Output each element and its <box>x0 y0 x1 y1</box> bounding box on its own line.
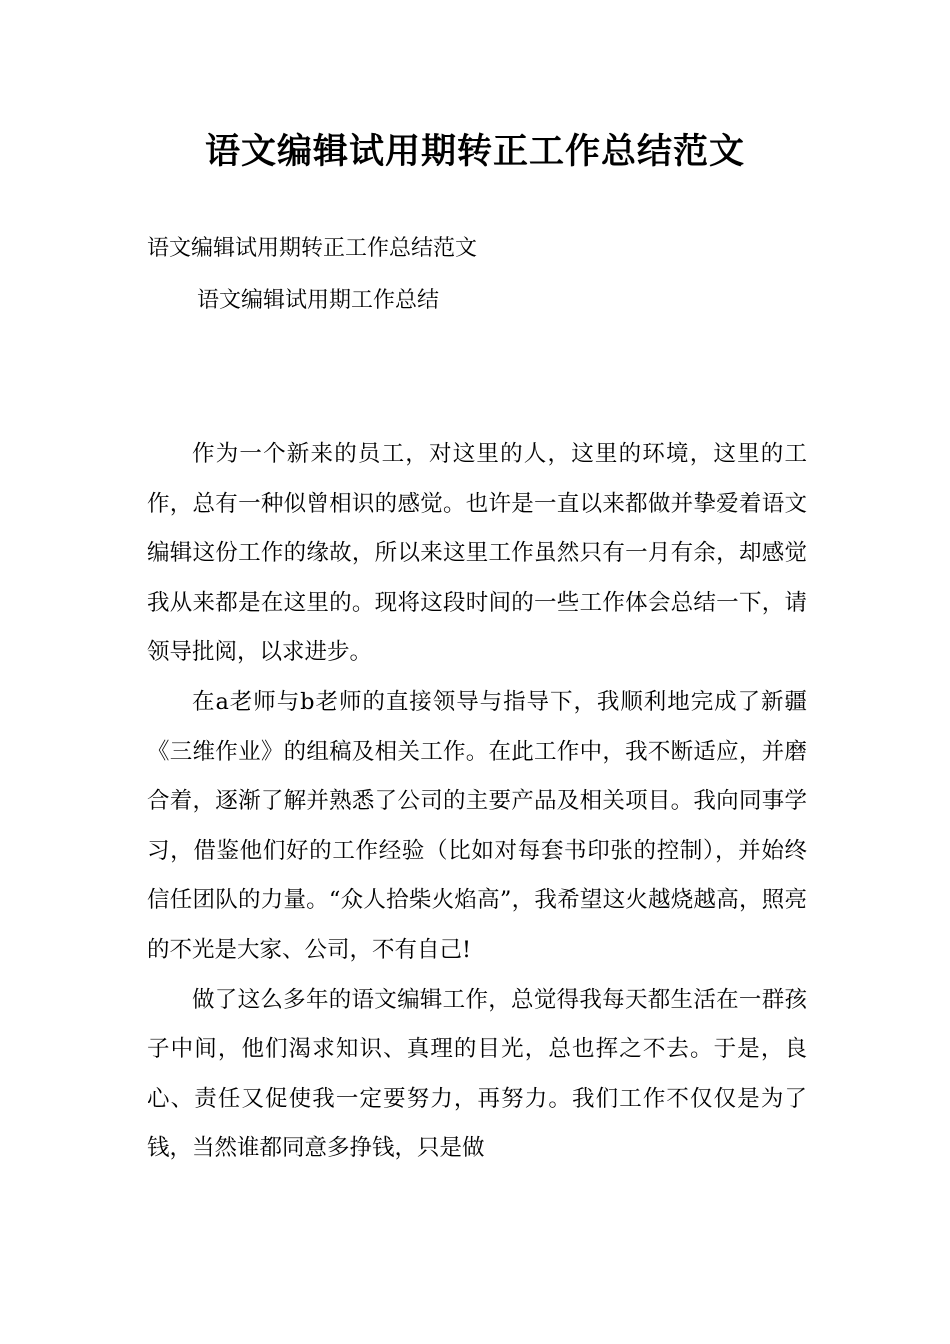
body-paragraph: 在a老师与b老师的直接领导与指导下，我顺利地完成了新疆《三维作业》的组稿及相关工作。在此工作中，我不断适应，并磨合着，逐渐了解并熟悉了公司的主要产品及相关项目。我向同事学习，借鉴他们好的工作经验（比如对每套书印张的控制），并始终信任团队的力量。“众人拾柴火焰高”，我希望这火越烧越高，照亮的不光是大家、公司，不有自己! <box>147 689 807 963</box>
document-title: 语文编辑试用期转正工作总结范文 <box>204 132 745 172</box>
document-section-heading: 语文编辑试用期工作总结 <box>197 288 440 313</box>
document-subtitle: 语文编辑试用期转正工作总结范文 <box>147 236 478 261</box>
body-paragraph: 作为一个新来的员工，对这里的人，这里的环境，这里的工作，总有一种似曾相识的感觉。也许是一直以来都做并挚爱着语文编辑这份工作的缘故，所以来这里工作虽然只有一月有余，却感觉我从来都是在这里的。现将这段时间的一些工作体会总结一下，请领导批阅，以求进步。 <box>147 441 807 665</box>
document-body <box>147 430 807 1174</box>
body-paragraph: 做了这么多年的语文编辑工作，总觉得我每天都生活在一群孩子中间，他们渴求知识、真理的目光，总也挥之不去。于是，良心、责任又促使我一定要努力，再努力。我们工作不仅仅是为了钱，当然谁都同意多挣钱，只是做 <box>147 986 807 1161</box>
